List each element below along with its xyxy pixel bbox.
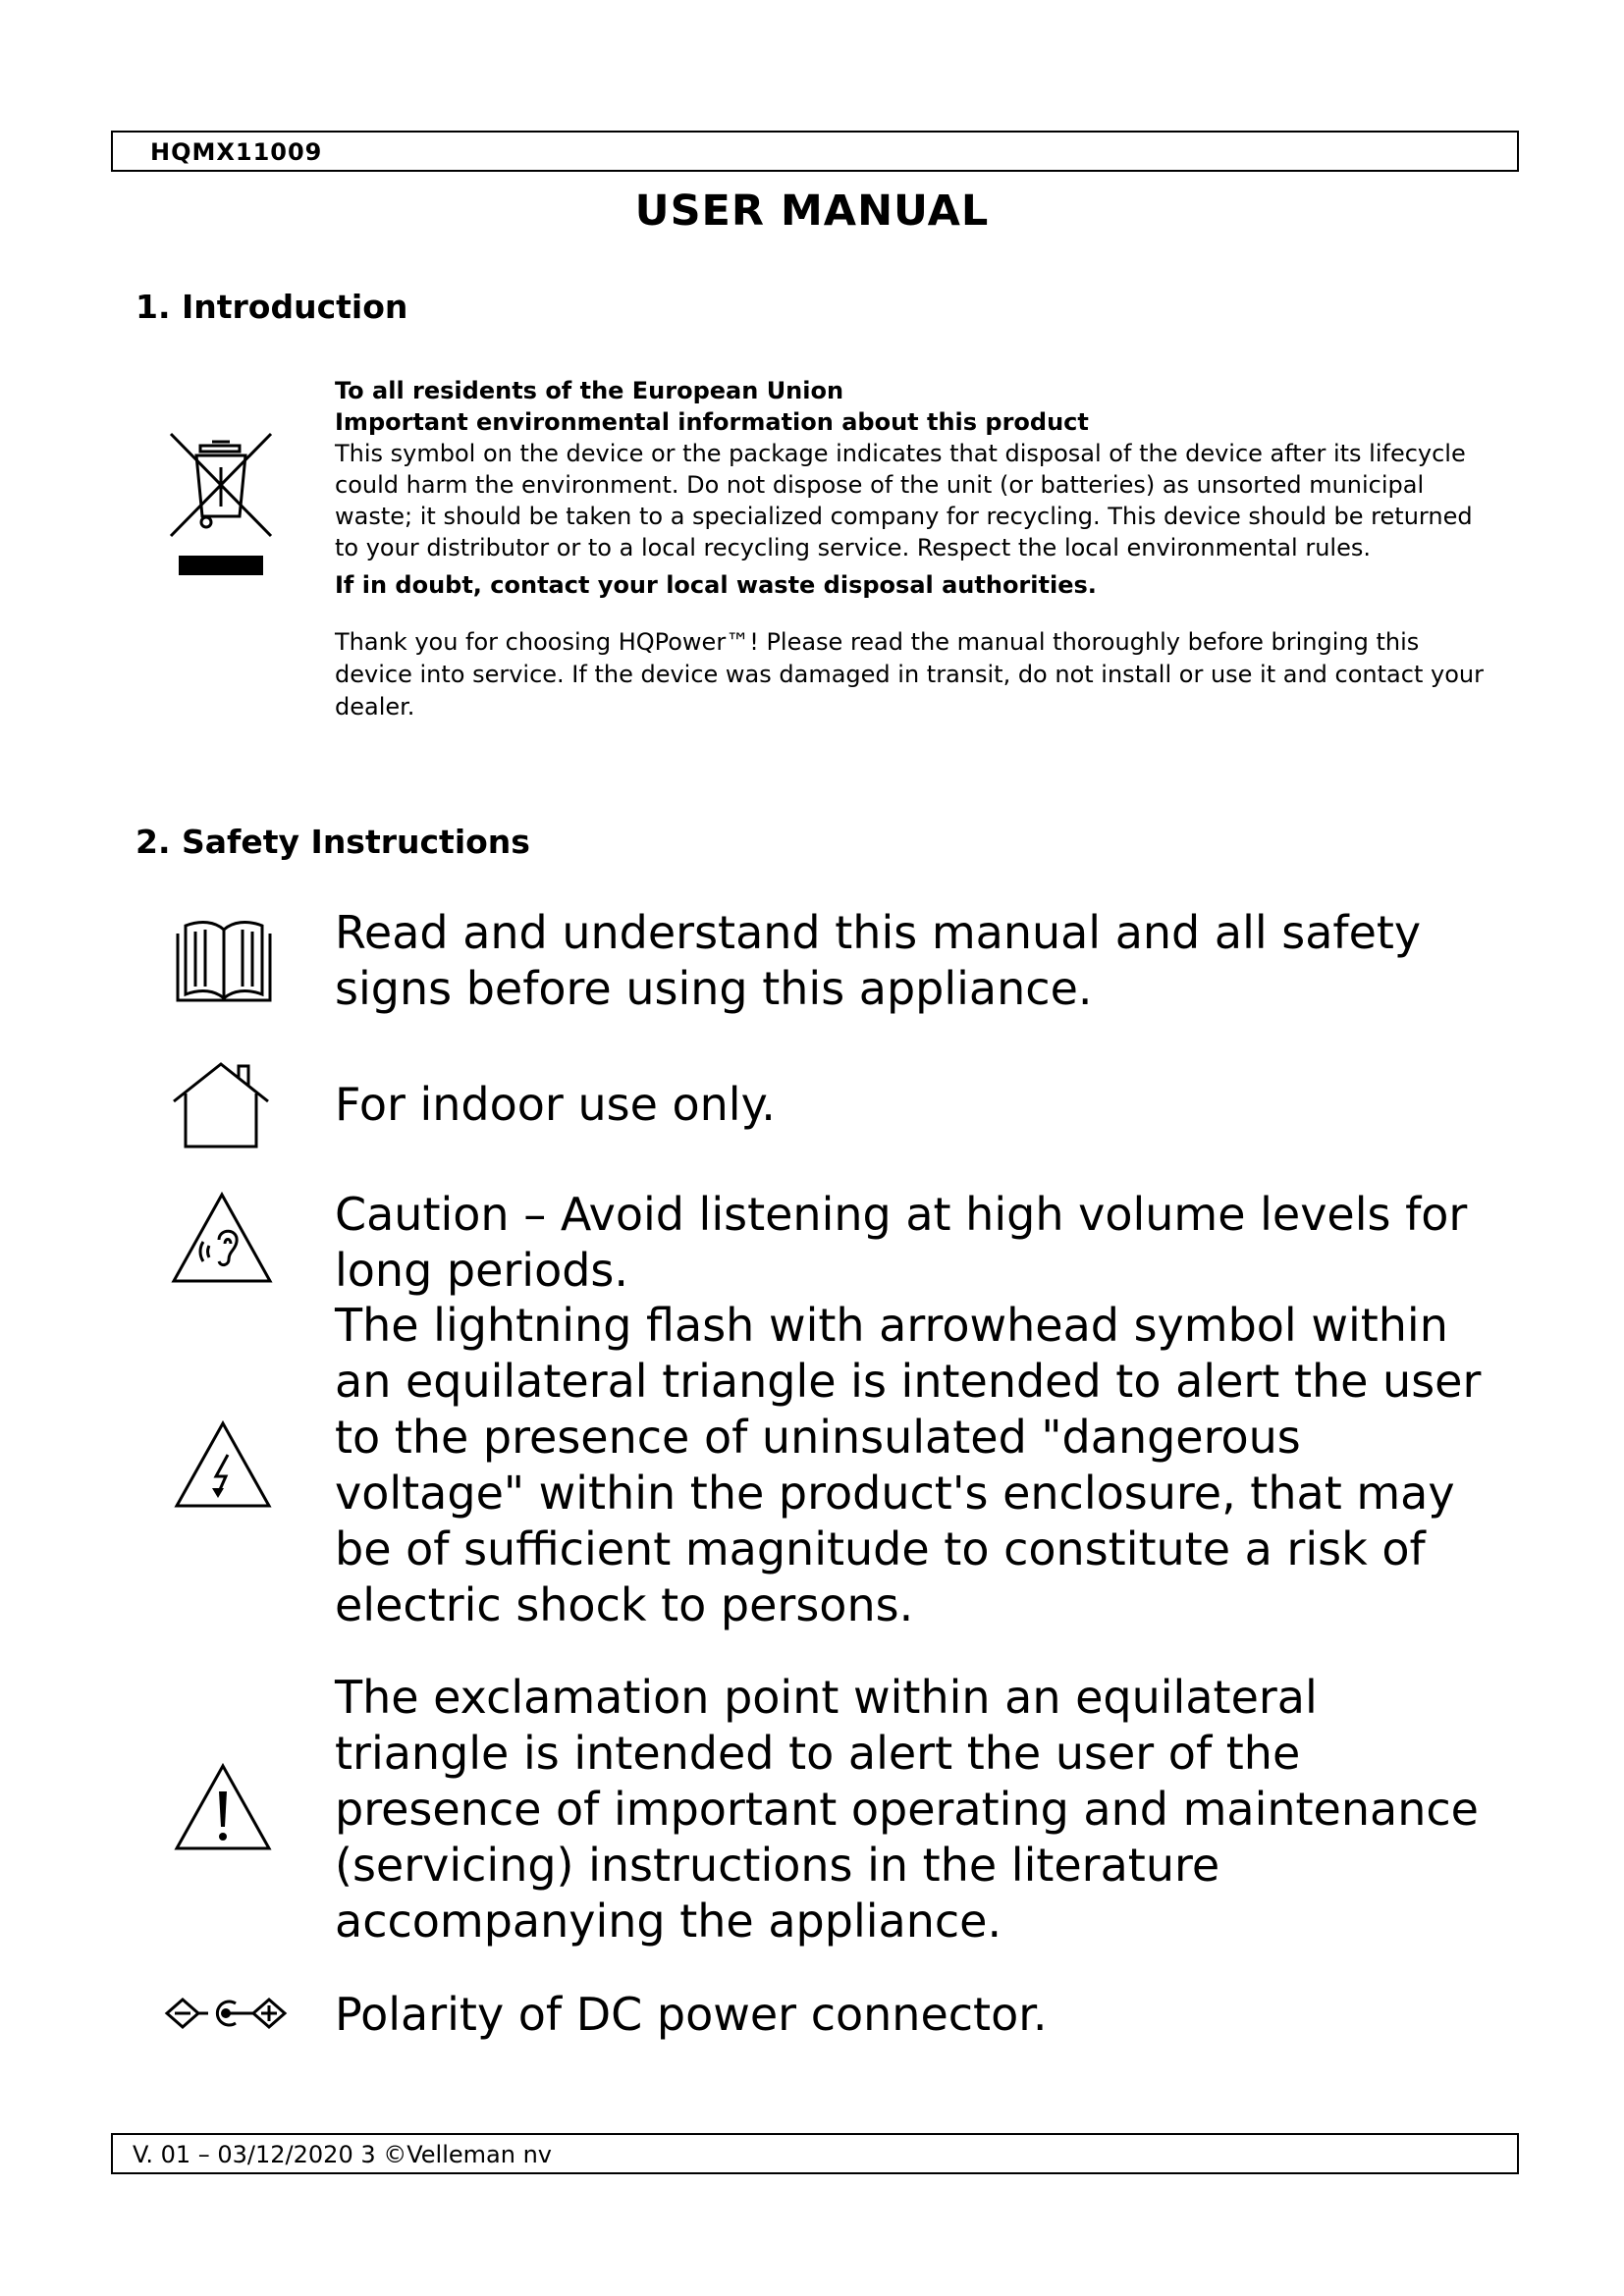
safety-item-hearing: Caution – Avoid listening at high volume levels for long periods. [335,1188,1468,1297]
lightning-warning-icon [173,1419,273,1510]
safety-item-indoor: For indoor use only. [335,1078,776,1131]
hearing-warning-icon [170,1191,274,1285]
exclamation-warning-icon [173,1762,273,1852]
safety-item-lightning: The lightning flash with arrowhead symbol within an equilateral triangle is intended to alert the user to the presence of uninsulated "dangerous voltage" within the product's enclosure, that may be of sufficient magnitude to constitute a risk of electric shock to persons. [335,1299,1482,1631]
eu-residents-line: To all residents of the European Union [335,377,844,404]
page-header [111,131,1519,172]
environmental-info-line: Important environmental information about this product [335,408,1089,436]
safety-item-exclamation: The exclamation point within an equilateral triangle is intended to alert the user of the presence of important operating and maintenance (servicing) instructions in the literature accompanying the appliance. [335,1671,1479,1948]
thanks-paragraph: Thank you for choosing HQPower™! Please read the manual thoroughly before bringing this device into service. If the device was damaged in transit, do not install or use it and contact your dealer. [335,628,1484,721]
document-title: USER MANUAL [634,187,990,236]
weee-bin-icon [167,430,277,581]
read-manual-icon [174,918,274,1006]
safety-item-read-manual: Read and understand this manual and all safety signs before using this appliance. [335,906,1422,1015]
introduction-text [335,375,1493,723]
footer-version: V. 01 – 03/12/2020 3 ©Velleman nv [133,2141,552,2168]
disposal-body: This symbol on the device or the package indicates that disposal of the device after its lifecycle could harm the environment. Do not dispose of the unit (or batteries) as unsorted municipal waste; it should be taken to a specialized company for recycling. This device should be returned to your distributor or to a local recycling service. Respect the local environmental rules. [335,440,1473,561]
safety-item-dc-polarity: Polarity of DC power connector. [335,1988,1048,2041]
dc-polarity-icon [163,1994,289,2033]
doubt-line: If in doubt, contact your local waste disposal authorities. [335,571,1097,599]
indoor-use-icon [170,1060,272,1148]
page-footer [111,2133,1519,2174]
safety-heading: 2. Safety Instructions [135,823,530,861]
model-code: HQMX11009 [150,138,323,166]
introduction-heading: 1. Introduction [135,288,408,326]
